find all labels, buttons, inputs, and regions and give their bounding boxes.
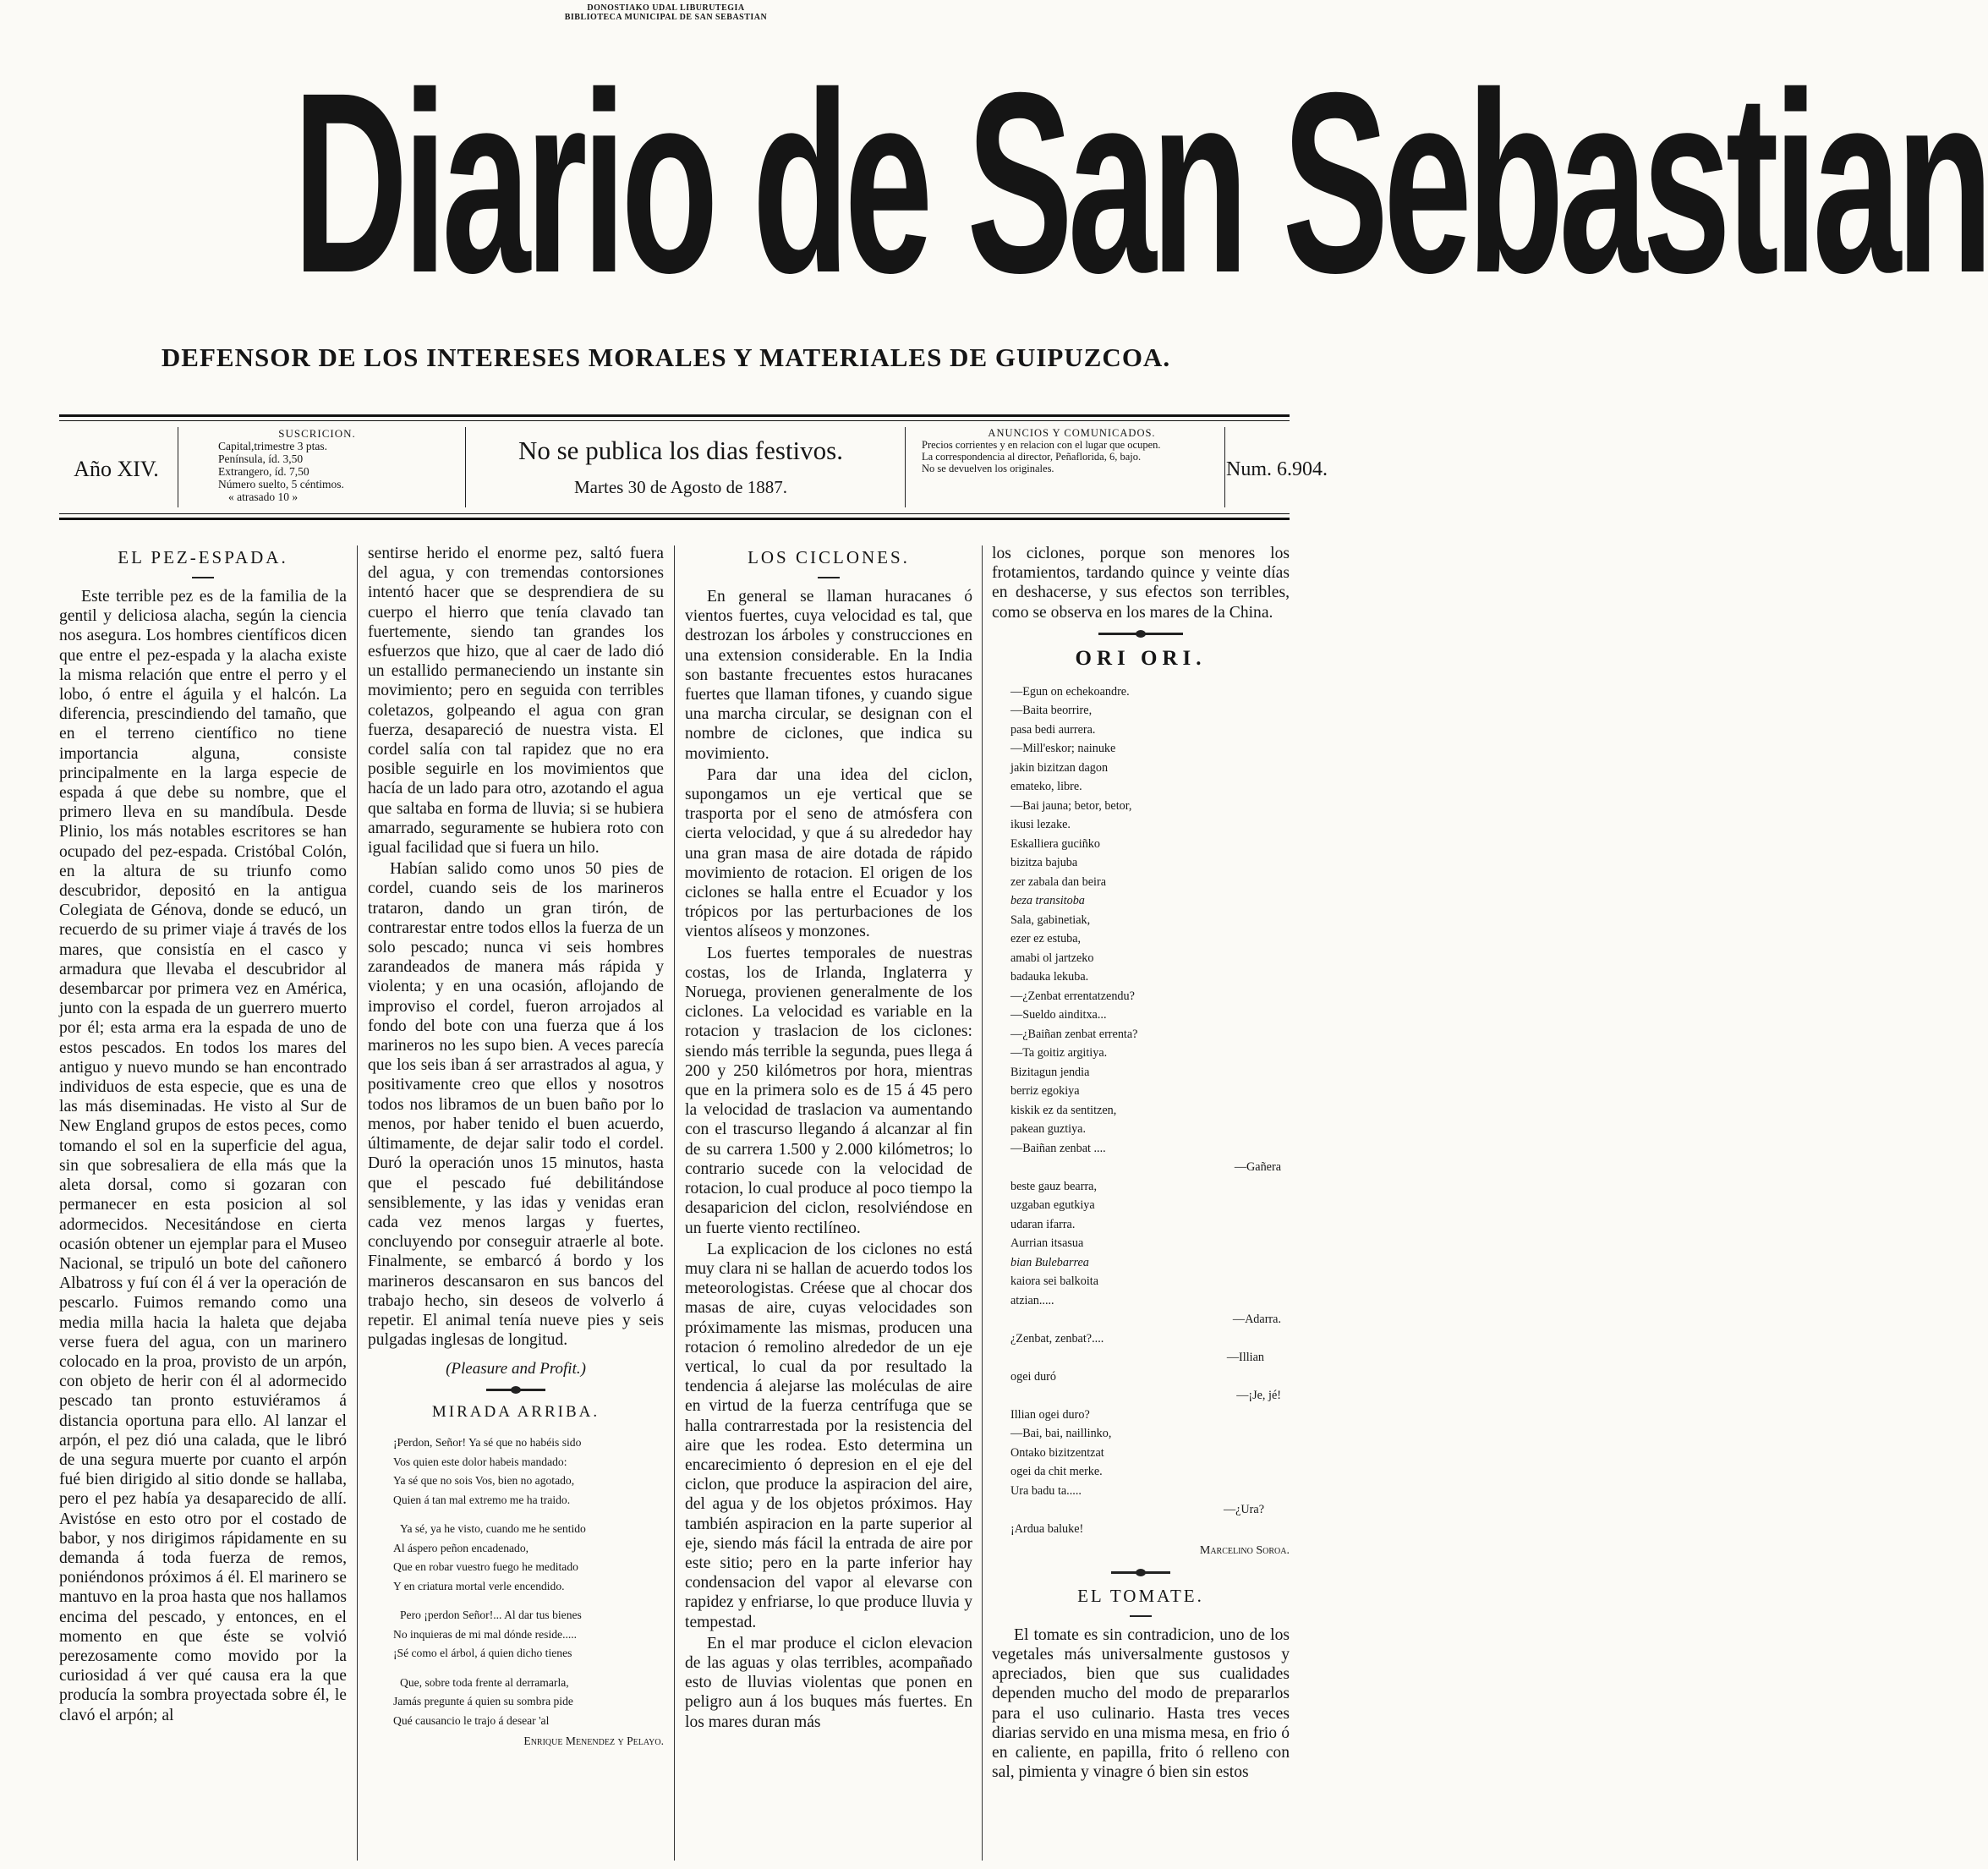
poem-line: —Baiñan zenbat ....: [1010, 1141, 1106, 1155]
article-paragraph: Este terrible pez es de la familia de la gentil y deliciosa alacha, según la ciencia nos asegura. Los hombres científicos dicen que entre el pez-espada y la alacha existe la misma relación que entre el perro y el lobo, ó entre el águila y el halcón. La diferencia, prescindiendo del tamaño, que en el terreno científico no tiene importancia alguna, consiste principalmente en la larga especie de espada á que debe su nombre, que el primero lleva en su mandíbula. Desde Plinio, los más notables escritores se han ocupado del pez-espada. Cristóbal Colón, en la altura de su triunfo como descubridor, depositó en la antigua Colegiata de Génova, donde se educó, un recuerdo de su primer viaje á través de los mares, que consistía en el casco y armadura que llevaba el descubridor al desembarcar por primera vez en América, junto con la espada de un guerrero muerto por él; esta arma era la espada de uno de estos pescados. En todos los mares del antiguo y nuevo mundo se han encontrado individuos de esta especie, que es una de las más diseminadas. He visto al Sur de New England grupos de estos peces, como tomando el sol en la superficie del agua, sin que sobresaliera de ella más que la aleta dorsal, como si gozaran con permanecer en esta posicion al sol adormecidos. Necesitándose en cierta ocasión obtener un ejemplar para el Museo Nacional, se tripuló un bote del cañonero Albatross y fuí con él á ver la operación de pescarlo. Fuimos remando como una media milla hacia la haleta que dejaba verse fuera del agua, con un marinero colocado en la proa, provisto de un arpón, con objeto de herir con él al adormecido pescado tan pronto estuviéramos á distancia oportuna para ello. Al lanzar el arpón, el pez dió una calada, que le libró de una segura muerte por cuanto el arpón fué bien dirigido al sitio donde se hallaba, pero el pez había ya desaparecido de allí. Avistóse en esto otro por el costado de babor, y nos dirigimos rápidamente en su demanda á toda fuerza de remos, poniéndonos próximos á él. El marinero se mantuvo en la proa hasta que nos hallamos encima del pescado, y entonces, en el momento en que éste se volvió perezosamente como movido por la curiosidad á ver qué causa era la que producía la sombra proyectada sobre él, le clavó el arpón; al: [59, 588, 347, 1724]
ornament-divider: [1111, 1571, 1170, 1574]
column-2: [368, 544, 664, 1869]
poem-line: atzian.....: [1010, 1293, 1054, 1307]
poem-line: Qué causancio le trajo á desear 'al: [393, 1713, 550, 1727]
poem-line: —Bai jauna; betor, betor,: [1010, 798, 1132, 813]
title-dash: [192, 577, 214, 578]
poem-line: —¿Baiñan zenbat errenta?: [1010, 1027, 1138, 1041]
poem-line: —¿Zenbat errentatzendu?: [1010, 989, 1135, 1003]
poem-line: —Bai, bai, naillinko,: [1010, 1427, 1112, 1441]
poem-line: ogei duró: [1010, 1369, 1056, 1384]
article-paragraph: La explicacion de los ciclones no está muy clara ni se hallan de acuerdo todos los meteorologistas. Créese que al chocar dos masas de aire, cuyas velocidades son próximamente las mismas, producen una rotacion ó remolino alrededor de un eje vertical, lo cual da por resultado la tendencia á alejarse las moléculas de aire en virtud de la fuerza centrífuga que se halla contrarrestada por la resistencia del aire que les rodea. Esto determina un encarecimiento ó depresion en el eje del ciclon, que produce la aspiracion del aire, del agua y de los objetos próximos. Hay también aspiracion en la parte superior al eje, siendo más fácil la entrada de aire por este sitio; pero en la parte inferior hay condensacion del vapor al elevarse con rapidez y enfriarse, lo que produce lluvia y tempestad.: [685, 1240, 972, 1631]
advertising-line: La correspondencia al director, Peñaflorida, 6, bajo.: [922, 451, 1142, 463]
ornament-divider: [486, 1389, 545, 1391]
article-paragraph: En general se llaman huracanes ó vientos fuertes, cuya velocidad es tal, que destrozan los árboles y construcciones en una extension considerable. En la India son bastante frecuentes estos huracanes fuertes que llaman tifones, y cuando sigue una marcha circular, se designan con el nombre de ciclones, que indica su movimiento.: [685, 588, 972, 763]
poem-line: —Baita beorrire,: [1010, 704, 1093, 718]
article-paragraph: El tomate es sin contradicion, uno de los vegetales más universalmente gustosos y apreciados, bien que sus cualidades dependen mucho del modo de prepararlos para el uso culinario. Hasta tres veces diarias servido en una misma mesa, en frio ó en caliente, en papilla, frito ó relleno con sal, pimienta y vinagre ó bien sin estos: [992, 1625, 1290, 1782]
poem-line: ¡Sé como el árbol, á quien dicho tienes: [393, 1647, 572, 1660]
newspaper-subtitle: DEFENSOR DE LOS INTERESES MORALES Y MATERIALES DE GUIPUZCOA.: [161, 343, 1171, 372]
library-line-2: BIBLIOTECA MUNICIPAL DE SAN SEBASTIAN: [564, 13, 768, 22]
column-rule: [982, 545, 983, 1861]
subscription-line: Número suelto, 5 céntimos.: [218, 478, 344, 491]
poem-line: pasa bedi aurrera.: [1010, 722, 1096, 737]
poem-line: Eskalliera guciñko: [1010, 836, 1100, 851]
article-paragraph: Los fuertes temporales de nuestras costas, los de Irlanda, Inglaterra y Noruega, provienen generalmente de los ciclones. La velocidad es variable en la rotacion y traslacion de los ciclones: siendo más terrible la segunda, pues llega á 200 y 250 kilómetros por hora, mientras que en la primera solo es de 15 á 45 pero la velocidad de traslacion va aumentando con el trascurso llegando á alcanzar al fin de su carrera 1.500 y 2.000 kilómetros; lo contrario sucede con la velocidad de rotacion, lo cual produce al poco tiempo la desaparicion del ciclon, resolviéndose en un fuerte viento rectilíneo.: [685, 944, 972, 1237]
advertising-line: No se devuelven los originales.: [922, 463, 1054, 474]
poem-line: Jamás pregunte á quien su sombra pide: [393, 1695, 573, 1708]
poem-line: ¿Zenbat, zenbat?....: [1010, 1331, 1104, 1346]
article-title-pez-espada: EL PEZ-ESPADA.: [118, 547, 288, 567]
poem-line: Pero ¡perdon Señor!... Al dar tus bienes: [400, 1609, 582, 1622]
poem-line: beza transitoba: [1010, 894, 1085, 908]
article-paragraph: Para dar una idea del ciclon, supongamos un eje vertical que se trasporta por el seno de atmósfera con cierta velocidad, y que á su alrededor hay una gran masa de aire dotada de rápido movimiento de rotacion. El origen de los ciclones se halla entre el Ecuador y los trópicos por las perturbaciones de los vientos alíseos y monzones.: [685, 765, 972, 941]
poem-author: Enrique Menendez y Pelayo.: [523, 1735, 664, 1748]
poem-line: jakin bizitzan dagon: [1010, 760, 1109, 775]
poem-title-mirada-arriba: MIRADA ARRIBA.: [431, 1403, 600, 1422]
poem-line: —Egun on echekoandre.: [1010, 684, 1130, 699]
year-label: Año XIV.: [74, 457, 159, 481]
poem-line: pakean guztiya.: [1010, 1122, 1087, 1137]
subscription-title: SUSCRICION.: [278, 427, 356, 440]
article-title-ciclones: LOS CICLONES.: [748, 547, 910, 567]
article-source: (Pleasure and Profit.): [446, 1360, 586, 1378]
subscription-line: Península, íd. 3,50: [218, 452, 304, 465]
advertising-title: ANUNCIOS Y COMUNICADOS.: [988, 427, 1156, 439]
issue-date: Martes 30 de Agosto de 1887.: [574, 477, 787, 497]
poem-line: kaiora sei balkoita: [1010, 1274, 1099, 1289]
poem-line: ezer ez estuba,: [1010, 932, 1082, 946]
publication-notice-box: [482, 427, 879, 507]
poem-line: ¡Ardua baluke!: [1010, 1521, 1084, 1536]
poem-line: —Gañera: [1234, 1160, 1281, 1175]
column-1: [59, 544, 347, 1869]
poem-line: ogei da chit merke.: [1010, 1465, 1103, 1479]
poem-author: Marcelino Soroa.: [1199, 1544, 1290, 1558]
poem-line: Ontako bizitzentzat: [1010, 1445, 1104, 1460]
poem-line: —Adarra.: [1232, 1313, 1281, 1327]
poem-line: badauka lekuba.: [1010, 970, 1089, 984]
poem-line: Quien á tan mal extremo me ha traido.: [393, 1493, 571, 1506]
library-line-1: DONOSTIAKO UDAL LIBURUTEGIA: [587, 3, 745, 13]
subscription-box: [194, 427, 440, 507]
poem-line: —Ta goitiz argitiya.: [1010, 1046, 1108, 1061]
poem-line: uzgaban egutkiya: [1010, 1198, 1095, 1213]
column-rule: [674, 545, 675, 1861]
subscription-line: Extrangero, íd. 7,50: [218, 465, 309, 478]
poem-line: Que en robar vuestro fuego he meditado: [393, 1560, 578, 1574]
poem-line: beste gauz bearra,: [1010, 1179, 1098, 1193]
library-stamp: [0, 3, 1332, 22]
poem-line: bizitza bajuba: [1010, 856, 1078, 870]
poem-line: Sala, gabinetiak,: [1010, 913, 1091, 927]
poem-line: No inquieras de mi mal dónde reside.....: [393, 1627, 578, 1641]
poem-line: —¡Je, jé!: [1236, 1389, 1281, 1403]
poem-line: amabi ol jartzeko: [1010, 951, 1094, 965]
poem-line: Y en criatura mortal verle encendido.: [393, 1579, 565, 1592]
column-4: [992, 544, 1290, 1869]
poem-line: —¿Ura?: [1223, 1503, 1264, 1517]
poem-line: —Sueldo ainditxa...: [1010, 1008, 1107, 1022]
poem-line: —Mill'eskor; nainuke: [1010, 742, 1116, 756]
poem-line: udaran ifarra.: [1010, 1217, 1076, 1231]
title-dash: [818, 577, 840, 578]
poem-line: Ya sé, ya he visto, cuando me he sentido: [400, 1522, 586, 1536]
poem-mirada-arriba: [393, 1433, 664, 1751]
newspaper-title: Diario de San Sebastian: [293, 40, 1988, 326]
article-paragraph: Habían salido como unos 50 pies de cordel, cuando seis de los marineros trataron, dando un gran tirón, de contrarestar entre todos ellos la fuerza de un solo pescado; nunca vi seis hombres zarandeados de manera más rápida y violenta; y en una ocasión, aflojando de improviso el cordel, fueron arrojados al fondo del bote con una fuerza que á los marineros no les supo bien. A veces parecía que los seis iban á ser arrastrados al agua, y positivamente creo que ellos y nosotros todos nos libramos de un buen baño por lo menos, por haber tenido el buen acuerdo, últimamente, de dejar salir todo el cordel. Duró la operación unos 15 minutos, hasta que el pescado fué debilitándose sensiblemente, y las idas y venidas eran cada vez menos largas y fuertes, concluyendo por conseguir atraerle al bote. Finalmente, se embarcó á bordo y los marineros descansaron en sus bancos del trabajo hecho, sin deseos de volverlo á repetir. El animal tenía nueve pies y seis pulgadas inglesas de longitud.: [368, 860, 664, 1350]
article-paragraph: los ciclones, porque son menores los frotamientos, tardando quince y veinte días en deshacerse, y sus efectos son terribles, como se observa en los mares de la China.: [992, 545, 1290, 622]
poem-line: bian Bulebarrea: [1010, 1255, 1089, 1269]
ornament-divider: [1098, 633, 1183, 635]
poem-line: zer zabala dan beira: [1010, 874, 1107, 889]
poem-line: ikusi lezake.: [1010, 818, 1071, 832]
poem-line: Aurrian itsasua: [1010, 1236, 1084, 1251]
publication-notice: No se publica los dias festivos.: [518, 436, 843, 465]
advertising-line: Precios corrientes y en relacion con el lugar que ocupen.: [922, 439, 1161, 451]
subscription-line: Capital,trimestre 3 ptas.: [218, 440, 327, 452]
issue-number: Num. 6.904.: [1226, 458, 1328, 480]
poem-line: Ura badu ta.....: [1010, 1483, 1082, 1498]
column-3: [685, 544, 972, 1869]
advertising-box: [922, 427, 1222, 507]
poem-line: Al áspero peñon encadenado,: [393, 1541, 529, 1554]
poem-line: berriz egokiya: [1010, 1084, 1080, 1099]
info-bar: [59, 414, 1328, 520]
poem-line: kiskik ez da sentitzen,: [1010, 1103, 1117, 1117]
poem-line: Bizitagun jendia: [1010, 1065, 1090, 1079]
poem-line: ¡Perdon, Señor! Ya sé que no habéis sido: [393, 1436, 582, 1450]
article-paragraph: En el mar produce el ciclon elevacion de las aguas y olas terribles, acompañado esto de lluvias violentas que ponen en peligro aun á los buques más fuertes. En los mares duran más: [685, 1634, 972, 1731]
poem-line: —Illian: [1226, 1351, 1264, 1365]
subscription-line: « atrasado 10 »: [228, 491, 298, 503]
poem-line: Vos quien este dolor habeis mandado:: [393, 1455, 567, 1468]
article-title-tomate: EL TOMATE.: [1077, 1585, 1204, 1606]
poem-line: Que, sobre toda frente al derramarla,: [400, 1675, 569, 1689]
poem-title-ori-ori: ORI ORI.: [1075, 646, 1207, 670]
poem-line: emateko, libre.: [1010, 780, 1082, 794]
poem-ori-ori: [1010, 682, 1290, 1561]
title-dash: [1130, 1615, 1152, 1617]
poem-line: Ya sé que no sois Vos, bien no agotado,: [393, 1474, 575, 1488]
poem-line: Illian ogei duro?: [1010, 1407, 1090, 1422]
article-paragraph: sentirse herido el enorme pez, saltó fuera del agua, y con tremendas contorsiones intentó hacer que se desprendiera de su cuerpo el hierro que tenía clavado tan fuertemente, siendo tan grandes los esfuerzos que hizo, que al caer de lado dió un estallido permaneciendo un instante sin movimiento; pero en seguida con terribles coletazos, golpeando el agua con gran fuerza, desapareció de nuestra vista. El cordel salía con tal rapidez que no era posible seguirle en los movimientos que hacía de un lado para otro, azotando el agua que saltaba en forma de lluvia; si se hubiera amarrado, seguramente se hubiera roto con igual facilidad que si fuera un hilo.: [368, 545, 664, 858]
column-rule: [357, 545, 358, 1861]
